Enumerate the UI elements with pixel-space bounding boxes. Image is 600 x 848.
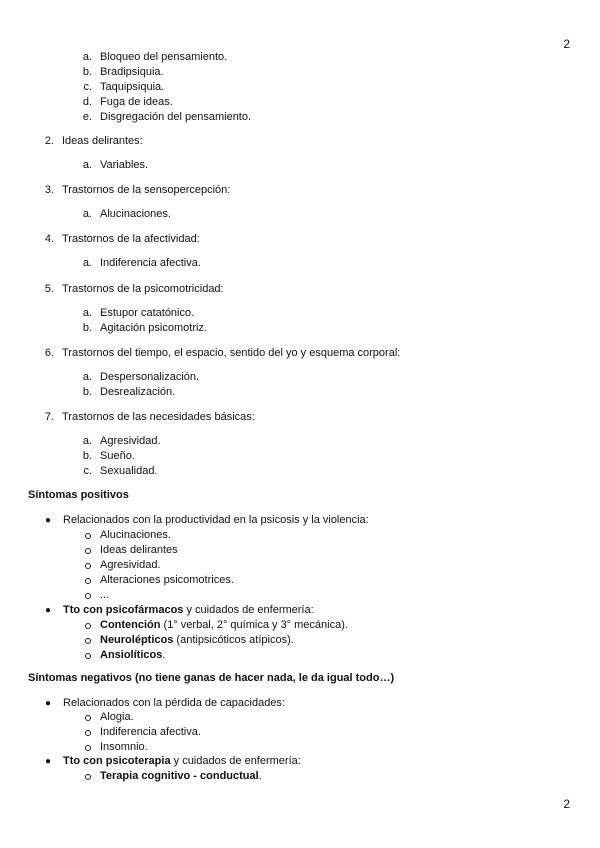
section-heading-positive: Síntomas positivos (28, 489, 129, 501)
hollow-bullet (85, 774, 91, 780)
hollow-bullet (85, 623, 91, 629)
hollow-bullet (85, 730, 91, 736)
hollow-bullet (85, 653, 91, 659)
hollow-bullet (85, 578, 91, 584)
page-number-top: 2 (563, 37, 570, 51)
hollow-bullet (85, 533, 91, 539)
bullet-dot: ● (45, 756, 52, 767)
hollow-bullet (85, 548, 91, 554)
bullet-dot: ● (45, 698, 52, 709)
bullet-dot: ● (45, 515, 52, 526)
hollow-bullet (85, 715, 91, 721)
hollow-bullet (85, 638, 91, 644)
page-number-bottom: 2 (563, 797, 570, 811)
section-heading-negative: Síntomas negativos (no tiene ganas de hacer nada, le da igual todo…) (28, 672, 395, 684)
hollow-bullet (85, 563, 91, 569)
hollow-bullet (85, 745, 91, 751)
hollow-bullet (85, 593, 91, 599)
bullet-dot: ● (45, 605, 52, 616)
